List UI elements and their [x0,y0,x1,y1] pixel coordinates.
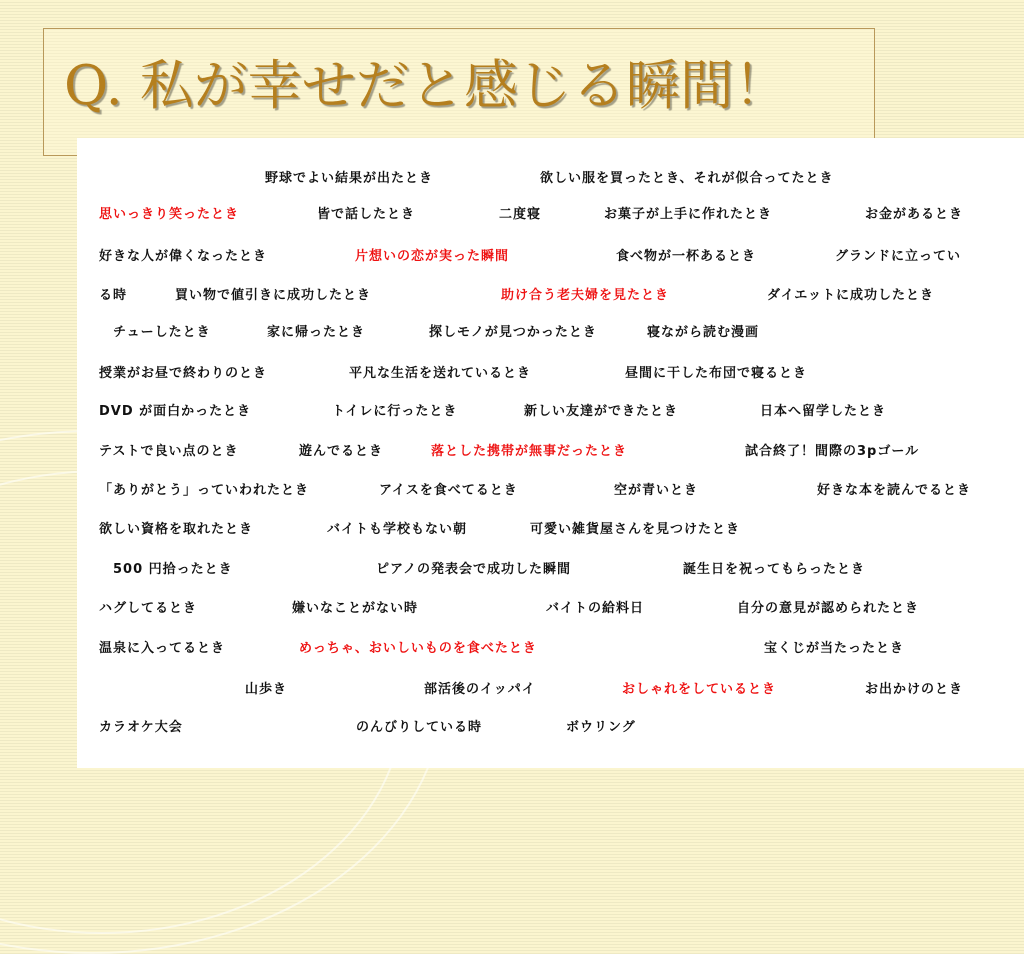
answer-item: 好きな人が偉くなったとき [99,249,268,264]
answer-item: 遊んでるとき [299,444,384,459]
highlighted-answer: めっちゃ、おいしいものを食べたとき [299,641,537,656]
highlighted-answer: 片想いの恋が実った瞬間 [355,249,510,264]
answer-row [77,598,1017,620]
answer-item: 空が青いとき [614,483,699,498]
answer-item: バイトの給料日 [546,601,645,616]
answer-row [77,480,1017,502]
highlighted-answer: 落とした携帯が無事だったとき [431,444,628,459]
answers-panel [77,138,1024,768]
answer-row [77,363,1017,385]
answer-row [77,401,1017,423]
answer-row [77,519,1017,541]
answer-item: 好きな本を読んでるとき [817,483,972,498]
highlighted-answer: 思いっきり笑ったとき [99,207,240,222]
answer-item: バイトも学校もない朝 [327,522,468,537]
answer-row [77,559,1017,581]
answer-item: お菓子が上手に作れたとき [604,207,773,222]
answer-item: 嫌いなことがない時 [292,601,419,616]
answer-item: 皆で話したとき [317,207,416,222]
answer-item: ピアノの発表会で成功した瞬間 [376,562,571,577]
answer-item: 自分の意見が認められたとき [737,601,920,616]
answer-item: 買い物で値引きに成功したとき [175,288,372,303]
answer-item: グランドに立ってい [835,249,962,264]
answer-item: 寝ながら読む漫画 [647,325,760,340]
answer-item: 家に帰ったとき [267,325,366,340]
answer-item: のんびりしている時 [356,720,483,735]
answer-item: 誕生日を祝ってもらったとき [683,562,866,577]
answer-item: 野球でよい結果が出たとき [265,171,434,186]
answer-item: トイレに行ったとき [332,404,458,419]
answer-item: 宝くじが当たったとき [764,641,905,656]
answer-item: 試合終了！間際の3pゴール [745,444,920,459]
answer-item: DVD が面白かったとき [99,404,252,419]
answer-item: 部活後のイッパイ [424,682,536,697]
answer-item: 500 円拾ったとき [113,562,233,577]
answer-item: 温泉に入ってるとき [99,641,226,656]
answer-item: 「ありがとう」っていわれたとき [99,483,310,498]
highlighted-answer: おしゃれをしているとき [622,682,777,697]
answer-row [77,168,1017,190]
answer-item: チューしたとき [113,325,211,340]
answer-item: ハグしてるとき [99,601,198,616]
answer-item: カラオケ大会 [99,720,183,735]
answer-row [77,638,1017,660]
answer-item: 欲しい資格を取れたとき [99,522,254,537]
answer-item: 欲しい服を買ったとき、それが似合ってたとき [540,171,834,186]
answer-item: 二度寝 [499,207,542,222]
answer-item: テストで良い点のとき [99,444,239,459]
answer-item: 授業がお昼で終わりのとき [99,366,268,381]
answer-row [77,204,1017,226]
answer-item: る時 [99,288,128,303]
answer-item: 食べ物が一杯あるとき [616,249,757,264]
highlighted-answer: 助け合う老夫婦を見たとき [501,288,670,303]
answer-item: アイスを食べてるとき [379,483,518,498]
answer-item: 山歩き [245,682,288,697]
answer-item: 平凡な生活を送れているとき [349,366,532,381]
answer-item: 探しモノが見つかったとき [429,325,597,340]
answer-row [77,679,1017,701]
answer-item: 可愛い雑貨屋さんを見つけたとき [530,522,741,537]
answer-item: お金があるとき [865,207,964,222]
answer-row [77,285,1017,307]
answer-item: 日本へ留学したとき [760,404,887,419]
answer-item: 昼間に干した布団で寝るとき [625,366,808,381]
answer-item: 新しい友達ができたとき [524,404,679,419]
answer-item: ボウリング [566,720,636,735]
slide-title: Q. 私が幸せだと感じる瞬間！ [64,54,788,117]
answer-row [77,322,1017,344]
answer-item: お出かけのとき [865,682,964,697]
answer-row [77,441,1017,463]
answer-row [77,717,1017,739]
answer-item: ダイエットに成功したとき [767,288,934,303]
answer-row [77,246,1017,268]
